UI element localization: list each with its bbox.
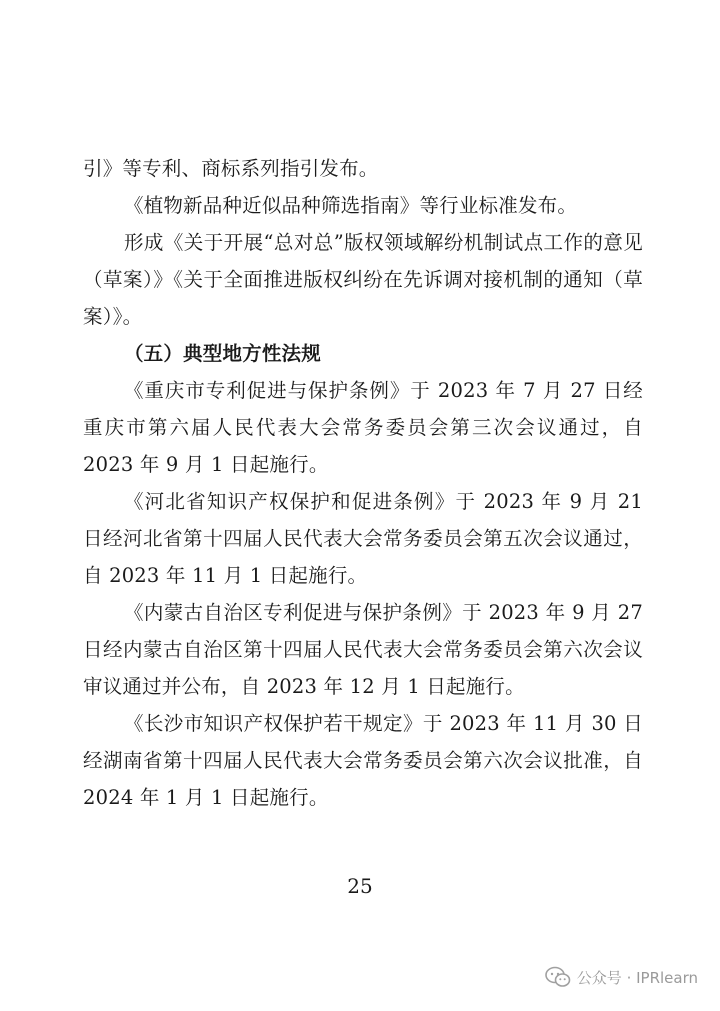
watermark-text: 公众号 · IPRlearn [576, 968, 698, 987]
paragraph-inner-mongolia-regulation: 《内蒙古自治区专利促进与保护条例》于 2023 年 9 月 27 日经内蒙古自治区第十四届人民代表大会常务委员会第六次会议审议通过并公布，自 2023 年 12 月 1 日起施行。 [83, 601, 643, 698]
paragraph-chongqing-regulation: 《重庆市专利促进与保护条例》于 2023 年 7 月 27 日经重庆市第六届人民代表大会常务委员会第三次会议通过，自 2023 年 9 月 1 日起施行。 [83, 379, 643, 476]
paragraph-hebei-regulation: 《河北省知识产权保护和促进条例》于 2023 年 9 月 21 日经河北省第十四届人民代表大会常务委员会第五次会议通过，自 2023 年 11 月 1 日起施行。 [83, 490, 643, 587]
paragraph-changsha-regulation: 《长沙市知识产权保护若干规定》于 2023 年 11 月 30 日经湖南省第十四届人民代表大会常务委员会第六次会议批准，自 2024 年 1 月 1 日起施行。 [83, 712, 643, 809]
paragraph-continuation: 引》等专利、商标系列指引发布。 [83, 157, 379, 180]
section-heading-local-regulations: （五）典型地方性法规 [123, 342, 321, 365]
wechat-icon [545, 966, 571, 988]
page-number: 25 [347, 874, 373, 898]
document-body [83, 150, 643, 816]
paragraph-plant-variety-guide: 《植物新品种近似品种筛选指南》等行业标准发布。 [123, 194, 578, 217]
wechat-watermark [545, 962, 698, 992]
paragraph-copyright-drafts: 形成《关于开展“总对总”版权领域解纷机制试点工作的意见（草案）》《关于全面推进版权纠纷在先诉调对接机制的通知（草案）》。 [83, 231, 643, 328]
